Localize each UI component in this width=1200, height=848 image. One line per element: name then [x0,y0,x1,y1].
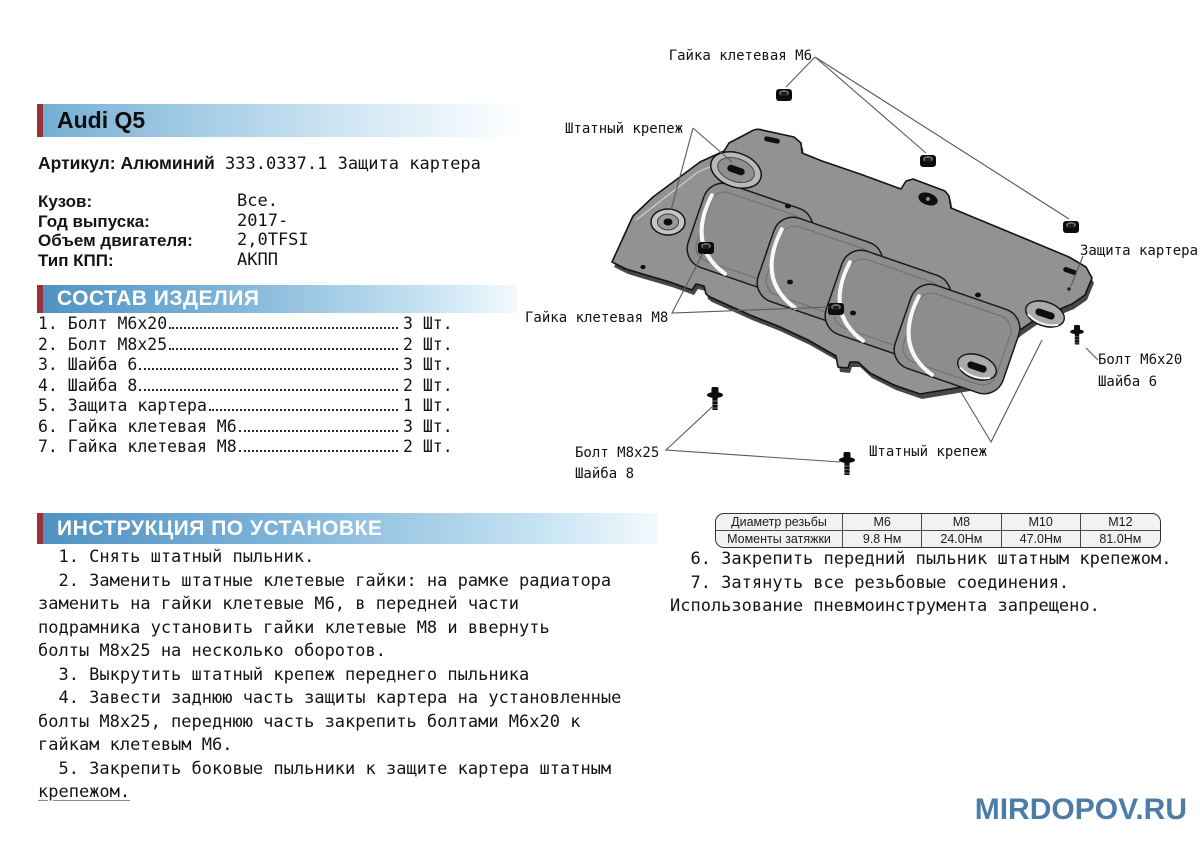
callout-clip-nut-m8: Гайка клетевая М8 [525,310,669,326]
red-accent-bar [37,513,43,544]
part-item [38,376,458,397]
spec-row-body [38,192,498,212]
part-item [38,437,458,458]
plate-hole [640,265,645,269]
torque-header-m8: М8 [922,514,1001,531]
clip-nut-m6 [920,155,936,167]
model-title: Audi Q5 [57,107,146,133]
part-qty: 2 Шт. [403,437,453,456]
torque-value-m10: 47.0Нм [1002,531,1081,548]
callout-washer-6: Шайба 6 [1098,374,1158,390]
dotted-leader [139,389,398,391]
part-qty: 3 Шт. [403,416,453,436]
instruction-line: гайкам клетевым М6. [38,735,233,755]
skid-plate-shape [612,129,1094,399]
plate-hole [850,311,856,316]
instruction-line: заменить на гайки клетевые М6, в передней части [38,594,520,614]
dotted-leader [209,409,398,411]
dotted-leader [239,430,398,432]
spec-row-gearbox [38,251,498,271]
clip-nut-m8-installed [698,242,714,254]
instruction-line: 6. Закрепить передний пыльник штатным крепежом. [670,549,1172,569]
torque-value-m6: 9.8 Нм [843,531,922,548]
front-mount-hole [651,209,685,235]
plate-hole [975,293,981,298]
bolt-m8x25 [707,387,723,410]
instruction-line: 4. Завести заднюю часть защиты картера на установленные [38,688,622,708]
part-item [38,335,458,356]
callout-skid-plate: Защита картера [1080,243,1199,259]
instruction-line: болты М8х25, переднюю часть закрепить болтами М6х20 к [38,711,581,732]
red-accent-bar [37,285,43,313]
callout-bolt-m6: Болт М6х20 [1098,352,1183,368]
spec-label: Кузов: [38,192,93,211]
article-value: 333.0337.1 Защита картера [225,154,481,174]
instruction-line [38,781,663,805]
part-qty: 2 Шт. [403,334,453,354]
callout-bolt-m8: Болт М8х25 [575,445,660,461]
spec-label: Объем двигателя: [38,231,193,250]
spec-row-year [38,212,498,232]
part-qty: 3 Шт. [403,314,453,333]
dotted-leader [239,450,398,452]
instruction-line: подрамника установить гайки клетевые М8 и ввернуть [38,617,550,638]
instruction-line: 5. Закрепить боковые пыльники к защите картера штатным [38,758,612,779]
clip-nut-m8-installed [828,303,844,315]
part-name: 4. Шайба 8 [38,375,138,395]
parts-list [38,314,458,458]
part-name: 5. Защита картера [38,396,207,415]
callout-clip-nut-m6: Гайка клетевая М6 [668,48,812,64]
bolt-m8x25 [839,452,855,475]
article-line [38,153,481,174]
spec-label: Тип КПП: [38,250,114,270]
part-name: 7. Гайка клетевая М8 [38,437,237,456]
torque-value-m12: 81.0Нм [1099,531,1142,546]
torque-header-m12: М12 [1081,514,1160,531]
installation-diagram [520,10,1200,510]
spec-row-engine [38,231,498,251]
bolt-m6x20 [1070,325,1084,345]
instruction-line: 3. Выкрутить штатный крепеж переднего пыльника [38,664,530,685]
underlined-word: крепежом. [38,782,131,802]
spec-value: 2,0TFSI [237,230,309,250]
torque-header-m6: М6 [843,514,922,531]
right-instructions-text [670,548,1190,619]
dotted-leader [169,327,398,329]
plate-hole [787,280,793,285]
part-item [38,314,458,335]
instruction-line: 2. Заменить штатные клетевые гайки: на рамке радиатора [38,570,612,591]
callout-stock-fastener-bottom: Штатный крепеж [869,444,988,460]
article-label: Артикул: Алюминий [38,153,215,173]
red-accent-bar [37,104,43,137]
spec-value: Все. [237,191,278,211]
dotted-leader [169,348,398,350]
callout-washer-8: Шайба 8 [575,466,635,482]
part-qty: 3 Шт. [403,355,453,374]
site-watermark: MIRDOPOV.RU [974,793,1187,826]
instructions-header-band [37,513,658,544]
part-name: 2. Болт М8х25 [38,334,168,354]
spec-label: Год выпуска: [38,211,150,231]
instructions-title: ИНСТРУКЦИЯ ПО УСТАНОВКЕ [57,516,383,540]
torque-row-label: Моменты затяжки [716,531,843,548]
instruction-line: болты М8х25 на несколько оборотов. [38,641,386,661]
spec-value: АКПП [237,249,278,270]
part-qty: 2 Шт. [403,375,453,395]
instruction-line: Использование пневмоинструмента запрещено. [670,596,1100,616]
clip-nut-m6 [776,89,792,101]
part-item [38,355,458,376]
instruction-line: 7. Затянуть все резьбовые соединения. [670,572,1070,593]
plate-hole [785,204,791,209]
part-qty: 1 Шт. [403,396,453,415]
model-header-band [37,104,540,137]
part-name: 1. Болт М6х20 [38,314,168,333]
spec-value: 2017- [237,210,289,231]
clip-nut-m6 [1063,221,1079,233]
instruction-line: 1. Снять штатный пыльник. [38,547,315,567]
specs-table [38,192,498,270]
part-name: 6. Гайка клетевая М6 [38,416,237,436]
part-name: 3. Шайба 6 [38,355,138,374]
instructions-text [38,546,663,805]
parts-header-band [37,285,517,313]
corner-hole [1067,287,1071,291]
torque-header-m10: М10 [1002,514,1081,531]
torque-header-label: Диаметр резьбы [716,514,843,531]
torque-value-m8: 24.0Нм [922,531,1001,548]
torque-table [715,513,1161,548]
part-item [38,417,458,438]
dotted-leader [139,368,398,370]
callout-stock-fastener-top: Штатный крепеж [565,121,684,137]
part-item [38,396,458,417]
parts-title: СОСТАВ ИЗДЕЛИЯ [57,287,260,310]
